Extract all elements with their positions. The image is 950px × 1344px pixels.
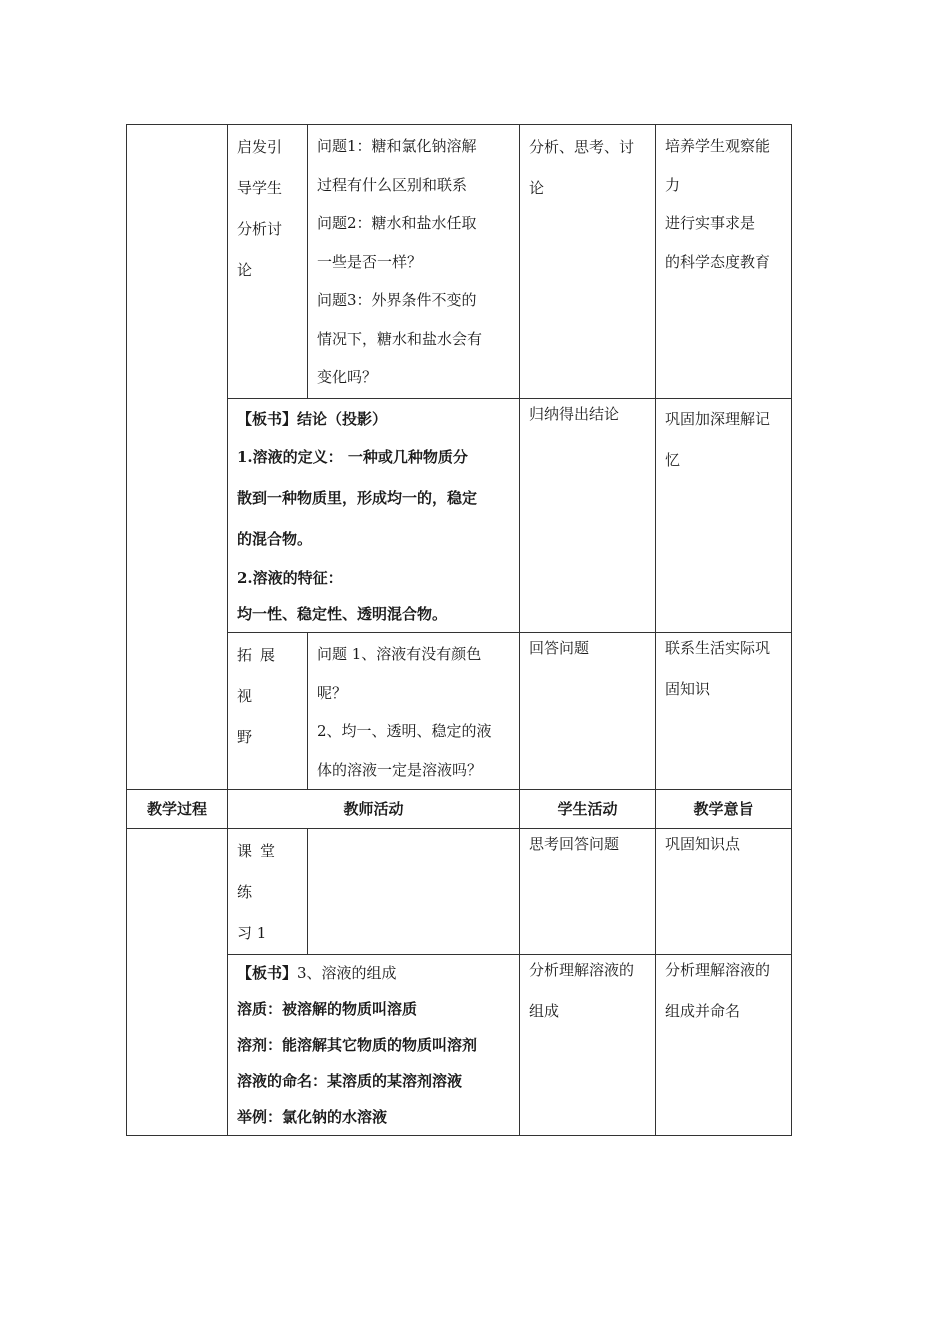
student-activity-cell: 回答问题 [520,633,656,790]
process-cell-empty [127,125,228,790]
teacher-activity-cell: 问题1：糖和氯化钠溶解 过程有什么区别和联系 问题2：糖水和盐水任取 一些是否一样？ 问题3：外界条件不变的 情况下，糖水和盐水会有 变化吗？ [308,125,520,399]
student-activity-cell: 分析、思考、讨 论 [520,125,656,399]
process-cell-empty [127,829,228,1136]
lesson-plan-table [126,124,792,1136]
teacher-activity-cell-empty [308,829,520,955]
student-activity-cell: 思考回答问题 [520,829,656,955]
purpose-cell: 巩固加深理解记 忆 [656,399,792,633]
table-row [127,829,792,955]
header-teacher-activity: 教师活动 [228,790,520,829]
teacher-activity-cell: 问题 1、溶液有没有颜色 呢？ 2、均一、透明、稳定的液 体的溶液一定是溶液吗？ [308,633,520,790]
header-student-activity: 学生活动 [520,790,656,829]
stage-cell: 课堂练 习 1 [228,829,308,955]
purpose-cell: 联系生活实际巩 固知识 [656,633,792,790]
header-teaching-purpose: 教学意旨 [656,790,792,829]
stage-cell: 启发引 导学生 分析讨 论 [228,125,308,399]
purpose-cell: 分析理解溶液的 组成并命名 [656,955,792,1136]
purpose-cell: 培养学生观察能 力 进行实事求是 的科学态度教育 [656,125,792,399]
blackboard-cell: 【板书】3、溶液的组成 溶质：被溶解的物质叫溶质 溶剂：能溶解其它物质的物质叫溶剂 溶液的命名：某溶质的某溶剂溶液 举例：氯化钠的水溶液 [228,955,520,1136]
table-header-row [127,790,792,829]
student-activity-cell: 归纳得出结论 [520,399,656,633]
header-teaching-process: 教学过程 [127,790,228,829]
purpose-cell: 巩固知识点 [656,829,792,955]
student-activity-cell: 分析理解溶液的 组成 [520,955,656,1136]
blackboard-cell: 【板书】结论（投影） 1.溶液的定义： 一种或几种物质分 散到一种物质里，形成均一的，稳定 的混合物。 2.溶液的特征： 均一性、稳定性、透明混合物。 [228,399,520,633]
table-row [127,125,792,399]
stage-cell: 拓展视 野 [228,633,308,790]
